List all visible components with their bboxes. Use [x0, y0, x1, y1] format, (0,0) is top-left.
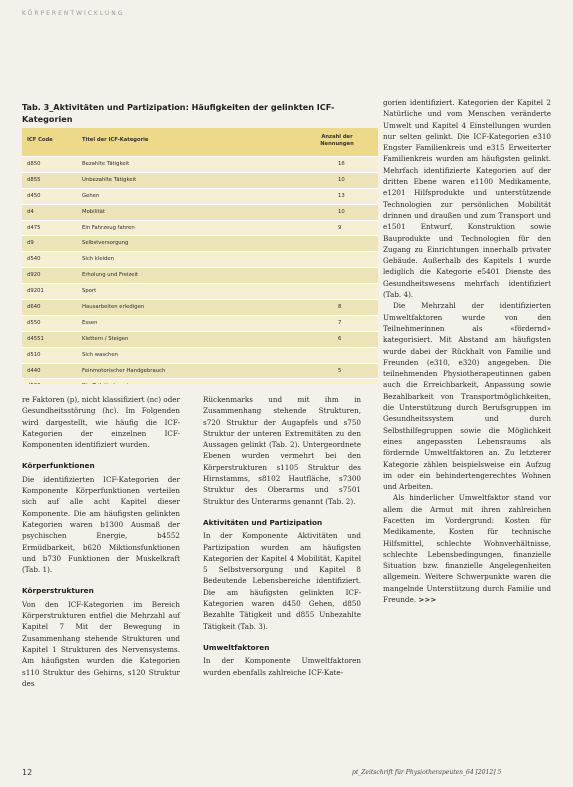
heading-umweltfaktoren: Umweltfaktoren — [203, 642, 270, 652]
cell-title: Bezahlte Tätigkeit — [82, 161, 130, 167]
paragraph: In der Komponente Aktivitäten und Partizipation wurden am häufigsten Kategorien der Kapitel 4 Mobilität, Kapitel 5 Selbstversorgung und Kapitel 8 Bedeutende Lebensbereiche identifiziert. Die am häufigsten gelinkten ICF-Kategorien waren d450 Gehen, d850 Bezahlte Tätigkeit und d855 Unbezahlte Tätigkeit (Tab. 3). — [203, 531, 361, 631]
cell-title: Sich waschen — [82, 351, 119, 358]
table-title: Tab. 3_Aktivitäten und Partizipation: Häufigkeiten der gelinkten ICF-Kategorien — [22, 102, 335, 124]
table-row — [22, 204, 378, 220]
cell-count: 16 — [338, 161, 345, 167]
cell-title: Essen — [82, 319, 98, 326]
cell-title: Sport — [82, 288, 97, 295]
paragraph: Die identifizierten ICF-Kategorien der Komponente Körperfunktionen verteilen sich auf alle acht Kapitel dieser Komponente. Die am häufigsten gelinkten Kategorien waren b1300 Ausmaß der psychischen Energie, b4552 Ermüdbarkeit, b620 Miktionsfunktionen und b730 Funktionen der Muskelkraft (Tab. 1). — [22, 474, 180, 575]
continue-marker: >>> — [418, 595, 437, 605]
table-row — [22, 299, 378, 315]
heading-aktivitaeten: Aktivitäten und Partizipation — [203, 517, 323, 527]
cell-icf-code: d850 — [27, 161, 41, 167]
cell-icf-code: d510 — [27, 351, 41, 358]
paragraph — [383, 492, 551, 605]
table-body — [22, 156, 378, 384]
cell-icf-code: d540 — [27, 256, 41, 263]
cell-count: 9 — [338, 224, 342, 231]
cell-count: 6 — [338, 335, 342, 342]
table-row — [22, 347, 378, 363]
paragraph: In der Komponente Umweltfaktoren wurden ebenfalls zahlreiche ICF-Kate- — [203, 656, 361, 677]
table-header — [22, 128, 378, 156]
column-2 — [203, 394, 361, 678]
paragraph: Von den ICF-Kategorien im Bereich Körperstrukturen entfiel die Mehrzahl auf Kapitel 7 Mit der Bewegung in Zusammenhang stehende Strukturen und Kapitel 1 Strukturen des Nervensystems. Am häufigsten wurden die Kategorien s110 Struktur des Gehirns, s120 Struktur des — [22, 599, 180, 688]
cell-icf-code: d855 — [27, 176, 41, 183]
cell-title: Selbstversorgung — [82, 240, 129, 247]
cell-icf-code: d920 — [27, 272, 41, 279]
header-title: Titel der ICF-Kategorie — [82, 137, 149, 143]
cell-title: Hausarbeiten erledigen — [82, 304, 145, 311]
header-count: Anzahl der Nennungen — [320, 134, 354, 147]
table-row — [22, 378, 378, 384]
cell-title: Ein Fahrzeug fahren — [82, 224, 135, 231]
cell-icf-code: d450 — [27, 192, 41, 199]
cell-icf-code: d440 — [27, 367, 41, 374]
cell-icf-code: d9201 — [27, 288, 44, 295]
cell-count: 5 — [338, 367, 342, 374]
paragraph: Rückenmarks und mit ihm in Zusammenhang stehende Strukturen, s720 Struktur der Augapfels und s750 Struktur der unteren Extremitäten zu den Aussagen gelinkt (Tab. 2). Untergeordnete Ebenen wurden vermehrt bei den Körperstrukturen s1105 Struktur des Hirnstamms, s8102 Hautfläche, s7300 Struktur des Oberarms und s7501 Struktur des Unterarms genannt (Tab. 2). — [203, 395, 361, 506]
journal-footer: pt_Zeitschrift für Physiotherapeuten_64 [2012] 5 — [352, 769, 502, 776]
cell-count: 13 — [338, 192, 345, 199]
paragraph: Die Mehrzahl der identifizierten Umweltfaktoren wurde von den Teilnehmerinnen als «fördernd» kategorisiert. Mit Abstand am häufigsten wurde dabei der Rückhalt von Familie und Freunden (e310, e320) angegeben. Die teilnehmenden Physiotherapeutinnen gaben auch die Erreichbarkeit, Anpassung sowie Bezahlbarkeit von Transportmöglichkeiten, die Unterstützung durch Berufsgruppen im Gesundheitssystem und durch Selbsthilfegruppen sowie die Möglichkeit eines angepassten Lebensraums als fördernde Umweltfaktoren an. Zu letzterer Kategorie zählen beispielsweise ein Aufzug im oder ein behindertengerechtes Wohnen und Arbeiten. — [383, 301, 551, 492]
paragraph: re Faktoren (p), nicht klassifiziert (nc) oder Gesundheitsstörung (hc). Im Folgenden wird dargestellt, wie häufig die ICF-Kategorien der einzelnen ICF-Komponenten identifiziert wurden. — [22, 395, 180, 450]
heading-koerperstrukturen: Körperstrukturen — [22, 586, 94, 596]
cell-icf-code: d9 — [27, 240, 34, 247]
table-row — [22, 172, 378, 188]
cell-title: Feinmotorischer Handgebrauch — [82, 367, 166, 374]
cell-title: Sich kleiden — [82, 256, 115, 263]
cell-count: 7 — [338, 319, 342, 326]
table-row — [22, 267, 378, 283]
cell-title: Erholung und Freizeit — [82, 272, 139, 279]
cell-count: 10 — [338, 176, 345, 183]
table-row — [22, 188, 378, 204]
header-icf-code: ICF Code — [27, 137, 53, 143]
cell-icf-code: d4551 — [27, 335, 44, 342]
heading-koerperfunktionen: Körperfunktionen — [22, 461, 95, 471]
cell-title — [82, 379, 138, 384]
table-row — [22, 363, 378, 379]
table-row — [22, 331, 378, 347]
cell-title: Unbezahlte Tätigkeit — [82, 176, 137, 183]
paragraph-text: Als hinderlicher Umweltfaktor stand vor allem die Armut mit ihren zahlreichen Facetten im Vordergrund: Kosten für Medikamente, Kosten für technische Hilfsmittel, schlechte Wohnverhältnisse, schlechte Lebensbedingungen, finanzielle Situation bzw. finanzielle Angelegenheiten allgemein. Weitere Schwerpunkte waren die mangelnde Unterstützung durch Familie und Freunde. — [383, 493, 551, 605]
table-row — [22, 315, 378, 331]
column-1 — [22, 394, 180, 689]
cell-count: 10 — [338, 208, 345, 215]
cell-icf-code — [27, 379, 40, 384]
cell-icf-code: d640 — [27, 304, 41, 311]
cell-title: Mobilität — [82, 208, 105, 215]
cell-title: Gehen — [82, 192, 100, 199]
table-row — [22, 156, 378, 172]
cell-icf-code: d4 — [27, 208, 34, 215]
page-number: 12 — [22, 768, 33, 777]
table-row — [22, 251, 378, 267]
paragraph: gorien identifiziert. Kategorien der Kapitel 2 Natürliche und vom Menschen veränderte Umwelt und Kapitel 4 Einstellungen wurden nur selten gelinkt. Die ICF-Kategorien e310 Engster Familienkreis und e315 Erweiterter Familienkreis wurden am häufigsten gelinkt. Mehrfach identifizierte Kategorien auf der dritten Ebene waren e1100 Medikamente, e1201 Hilfsprodukte und unterstützende Technologien zur persönlichen Mobilität drinnen und draußen und zum Transport und e1501 Entwurf, Konstruktion sowie Bauprodukte und Technologien für den Zugang zu Einrichtungen innerhalb privater Gebäude. Außerhalb des Kapitels 1 wurde lediglich die Kategorie e5401 Dienste des Gesundheitswesens mehrfach identifiziert (Tab. 4). — [383, 98, 551, 300]
cell-title: Klettern / Steigen — [82, 335, 129, 342]
table-row — [22, 283, 378, 299]
cell-icf-code: d475 — [27, 224, 41, 231]
table-row — [22, 220, 378, 236]
cell-icf-code: d550 — [27, 319, 41, 326]
column-3 — [383, 97, 551, 605]
running-head: KÖRPERENTWICKLUNG — [22, 10, 125, 17]
cell-count: 8 — [338, 304, 342, 311]
icf-table — [22, 128, 378, 384]
table-row — [22, 235, 378, 251]
